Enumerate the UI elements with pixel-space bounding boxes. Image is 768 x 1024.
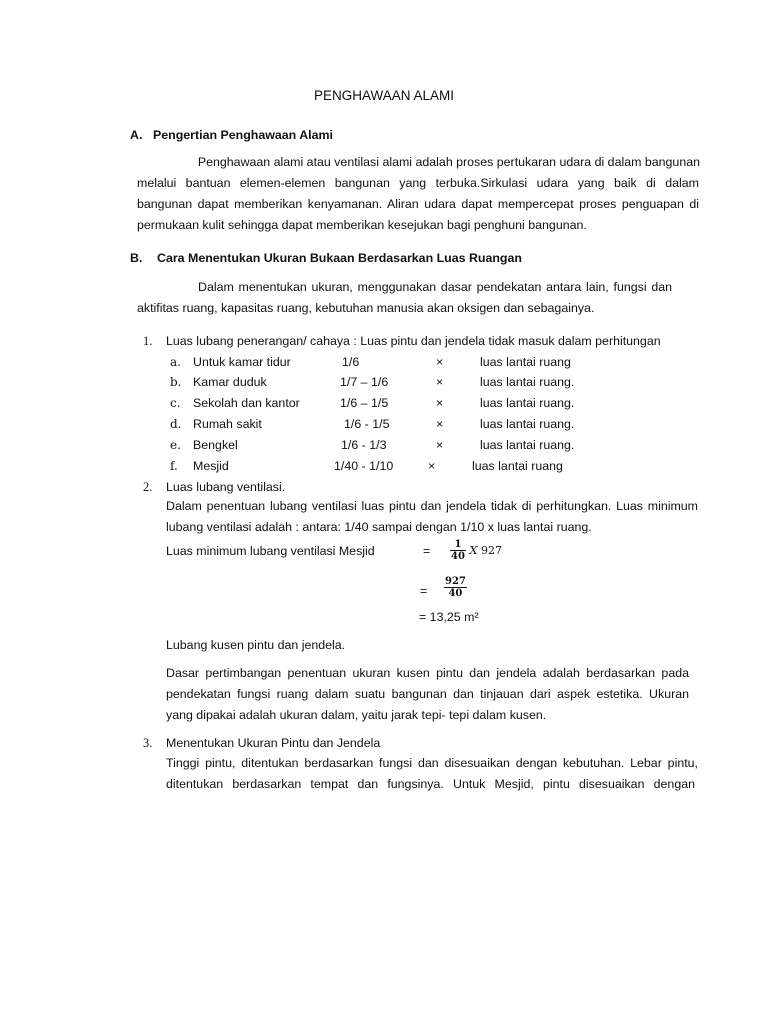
fraction-numerator: 927	[445, 576, 466, 587]
row-room: Rumah sakit	[193, 417, 262, 431]
section-a-line-2: melalui bantuan elemen-elemen bangunan yang terbuka.Sirkulasi udara yang baik di dalam	[137, 176, 699, 190]
row-ratio: 1/40 - 1/10	[334, 459, 394, 473]
row-ratio: 1/7 – 1/6	[340, 375, 389, 389]
item-1-marker: 1.	[143, 334, 153, 348]
row-area: luas lantai ruang.	[480, 375, 575, 389]
section-b-marker: B.	[130, 251, 143, 265]
fraction-927-over-40	[444, 576, 467, 599]
item-2-marker: 2.	[143, 480, 153, 494]
row-times: ×	[428, 459, 436, 473]
row-times: ×	[436, 375, 444, 389]
section-a-line-3: bangunan dapat memberikan kenyamanan. Aliran udara dapat mempercepat proses penguapan di	[137, 197, 699, 211]
item-2-line-2: lubang ventilasi adalah : antara: 1/40 sampai dengan 1/10 x luas lantai ruang.	[166, 520, 592, 534]
row-room: Sekolah dan kantor	[193, 396, 300, 410]
multiply-symbol: X	[469, 542, 478, 557]
row-letter: c.	[170, 396, 181, 410]
row-area: luas lantai ruang.	[480, 438, 575, 452]
section-b-line-1: Dalam menentukan ukuran, menggunakan dasar pendekatan antara lain, fungsi dan	[198, 280, 672, 294]
kusen-line-2: pendekatan fungsi ruang dalam suatu bangunan dan tinjauan dari aspek estetika. Ukuran	[166, 687, 689, 701]
row-letter: e.	[170, 438, 181, 452]
row-ratio: 1/6	[342, 355, 360, 369]
calc-result: = 13,25 m²	[419, 610, 479, 624]
calc-fraction-2	[444, 576, 467, 599]
section-a-heading: Pengertian Penghawaan Alami	[153, 128, 333, 142]
row-times: ×	[436, 396, 444, 410]
row-area: luas lantai ruang	[472, 459, 563, 473]
row-ratio: 1/6 - 1/3	[341, 438, 387, 452]
section-a-line-4: permukaan kulit sehingga dapat memberikan kesejukan bagi penghuni bangunan.	[137, 218, 587, 232]
section-b-line-2: aktifitas ruang, kapasitas ruang, kebutuhan manusia akan oksigen dan sebagainya.	[137, 301, 595, 315]
row-area: luas lantai ruang.	[480, 396, 575, 410]
item-3-heading: Menentukan Ukuran Pintu dan Jendela	[166, 736, 381, 750]
row-times: ×	[436, 438, 444, 452]
row-letter: b.	[170, 375, 182, 389]
fraction-one-fortieth	[450, 539, 466, 562]
row-room: Untuk kamar tidur	[193, 355, 291, 369]
item-2-line-1: Dalam penentuan lubang ventilasi luas pintu dan jendela tidak di perhitungkan. Luas minimum	[166, 499, 698, 513]
row-room: Bengkel	[193, 438, 238, 452]
fraction-numerator: 1	[450, 539, 466, 551]
fraction-denominator: 40	[448, 588, 463, 599]
row-times: ×	[436, 355, 444, 369]
page-title: PENGHAWAAN ALAMI	[313, 88, 455, 103]
item-3-line-1: Tinggi pintu, ditentukan berdasarkan fungsi dan disesuaikan dengan kebutuhan. Lebar pintu,	[166, 756, 698, 770]
section-a-line-1: Penghawaan alami atau ventilasi alami adalah proses pertukaran udara di dalam bangunan	[197, 155, 700, 169]
row-room: Mesjid	[193, 459, 229, 473]
item-3-line-2: ditentukan berdasarkan tempat dan fungsinya. Untuk Mesjid, pintu disesuaikan dengan	[166, 777, 695, 791]
row-letter: a.	[170, 355, 181, 369]
row-times: ×	[436, 417, 444, 431]
calc-label: Luas minimum lubang ventilasi Mesjid	[166, 544, 375, 558]
kusen-line-1: Dasar pertimbangan penentuan ukuran kusen pintu dan jendela adalah berdasarkan pada	[166, 666, 689, 680]
row-area: luas lantai ruang.	[480, 417, 575, 431]
row-letter: d.	[170, 417, 182, 431]
calc-expression	[450, 539, 502, 562]
calc-equals: =	[423, 544, 431, 558]
kusen-heading: Lubang kusen pintu dan jendela.	[166, 638, 346, 652]
item-3-marker: 3.	[143, 736, 153, 750]
item-1-text: Luas lubang penerangan/ cahaya : Luas pintu dan jendela tidak masuk dalam perhitungan	[166, 334, 661, 348]
row-ratio: 1/6 – 1/5	[340, 396, 389, 410]
row-letter: f.	[170, 459, 178, 473]
section-b-heading: Cara Menentukan Ukuran Bukaan Berdasarkan Luas Ruangan	[157, 251, 522, 265]
row-area: luas lantai ruang	[480, 355, 571, 369]
fraction-denominator: 40	[451, 551, 465, 562]
calc-equals-2: =	[420, 584, 428, 598]
item-2-heading: Luas lubang ventilasi.	[166, 480, 286, 494]
row-ratio: 1/6 - 1/5	[344, 417, 390, 431]
row-room: Kamar duduk	[193, 375, 267, 389]
section-a-marker: A.	[130, 128, 143, 142]
floor-area-value: 927	[481, 543, 503, 557]
kusen-line-3: yang dipakai adalah ukuran dalam, yaitu jarak tepi- tepi dalam kusen.	[166, 708, 547, 722]
